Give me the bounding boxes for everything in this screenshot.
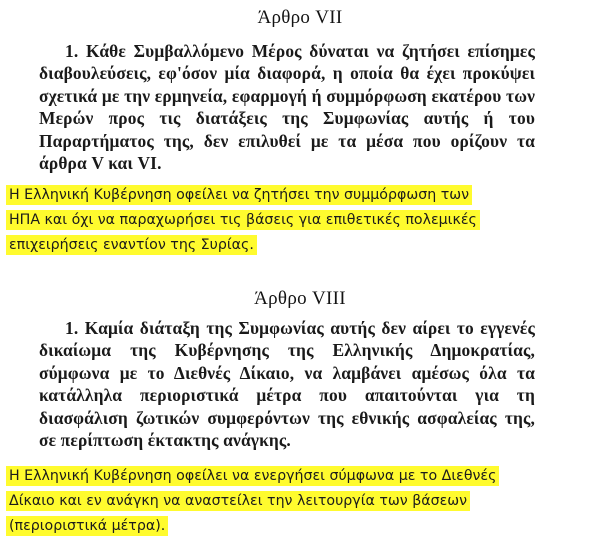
highlighted-note-1	[6, 183, 480, 257]
article-8-number: 1.	[65, 318, 79, 338]
note-2-line-2	[6, 489, 499, 514]
highlight-span: (περιοριστικά μέτρα).	[6, 516, 168, 536]
article-7-number: 1.	[65, 41, 79, 61]
highlight-span: επιχειρήσεις εναντίον της Συρίας.	[6, 235, 257, 255]
article-7-heading: Άρθρο VII	[257, 7, 343, 28]
article-7-text: Κάθε Συμβαλλόμενο Μέρος δύναται να ζητήσει επίσημες διαβουλεύσεις, εφ'όσον μία διαφορά, η οποία θα έχει προκύψει σχετικά με την ερμηνεία, εφαρμογή ή συμμόρφωση εκατέρου των Μερών προς τις διατάξεις της Συμφωνίας αυτής ή του Παραρτήματος της, δεν επιλυθεί με τα μέσα που ορίζουν τα άρθρα V και VI.	[39, 41, 535, 174]
note-1-line-1	[6, 183, 480, 208]
highlight-span: Η Ελληνική Κυβέρνηση οφείλει να ζητήσει την συμμόρφωση των	[6, 185, 472, 205]
note-2-line-3	[6, 514, 499, 539]
highlight-span: Δίκαιο και εν ανάγκη να αναστείλει την λειτουργία των βάσεων	[6, 491, 470, 511]
article-8-text: Καμία διάταξη της Συμφωνίας αυτής δεν αίρει το εγγενές δικαίωμα της Κυβέρνησης της Ελληνικής Δημοκρατίας, σύμφωνα με το Διεθνές Δίκαιο, να λαμβάνει αμέσως όλα τα κατάλληλα περιοριστικά μέτρα που απαιτούνται για τη διασφάλιση ζωτικών συμφερόντων της εθνικής ασφαλείας της, σε περίπτωση έκτακτης ανάγκης.	[39, 318, 536, 451]
article-7-paragraph	[39, 40, 535, 174]
highlight-span: Η Ελληνική Κυβέρνηση οφείλει να ενεργήσει σύμφωνα με το Διεθνές	[6, 466, 499, 486]
article-8-heading: Άρθρο VIII	[254, 288, 346, 309]
note-1-line-3	[6, 233, 480, 258]
note-1-line-2	[6, 208, 480, 233]
highlighted-note-2	[6, 464, 499, 538]
article-8-paragraph	[39, 317, 535, 451]
note-2-line-1	[6, 464, 499, 489]
highlight-span: ΗΠΑ και όχι να παραχωρήσει τις βάσεις για επιθετικές πολεμικές	[6, 210, 480, 230]
